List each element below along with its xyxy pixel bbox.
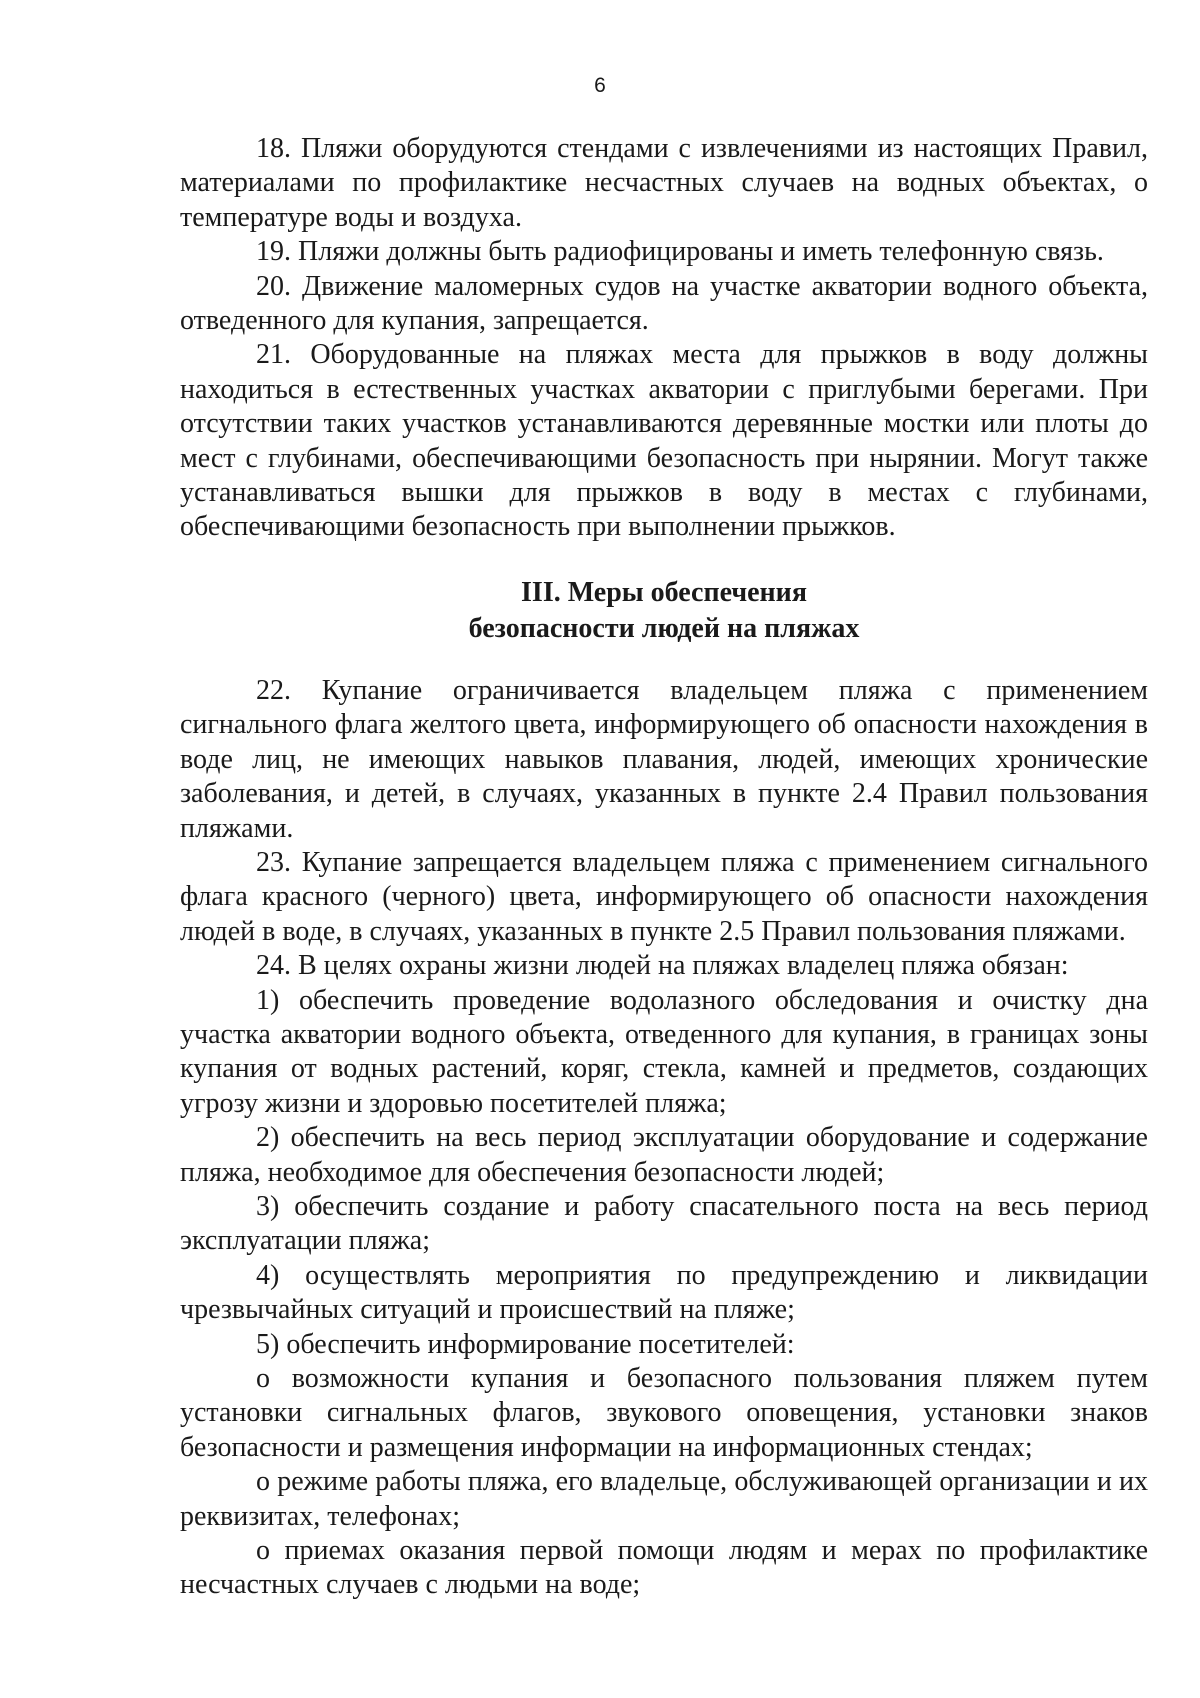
paragraph-19: 19. Пляжи должны быть радиофицированы и иметь телефонную связь.: [256, 236, 1104, 268]
list-item-5: 5) обеспечить информирование посетителей:: [256, 1328, 795, 1360]
page-number: 6: [594, 74, 606, 97]
section-heading-line-1: III. Меры обеспечения: [521, 576, 807, 608]
paragraph-23: 23. Купание запрещается владельцем пляжа с применением сигнального флага красного (черного) цвета, информирующего об опасности нахождения людей в воде, в случаях, указанных в пункте 2.5 Правил пользования пляжами.: [180, 846, 1148, 947]
section-heading: [180, 575, 1148, 647]
paragraph-22: 22. Купание ограничивается владельцем пляжа с применением сигнального флага желтого цвета, информирующего об опасности нахождения в воде лиц, не имеющих навыков плавания, людей, имеющих хронические заболевания, и детей, в случаях, указанных в пункте 2.4 Правил пользования пляжами.: [180, 674, 1148, 844]
sub-item-bathing-info: о возможности купания и безопасного пользования пляжем путем установки сигнальных флагов, звукового оповещения, установки знаков безопасности и размещения информации на информационных стендах;: [180, 1363, 1148, 1463]
list-item-3: 3) обеспечить создание и работу спасательного поста на весь период эксплуатации пляжа;: [180, 1190, 1148, 1257]
list-item-4: 4) осуществлять мероприятия по предупреждению и ликвидации чрезвычайных ситуаций и происшествий на пляже;: [180, 1259, 1148, 1326]
paragraph-24: 24. В целях охраны жизни людей на пляжах владелец пляжа обязан:: [256, 950, 1069, 982]
sub-item-working-hours: о режиме работы пляжа, его владельце, обслуживающей организации и их реквизитах, телефонах;: [180, 1466, 1148, 1532]
list-item-2: 2) обеспечить на весь период эксплуатации оборудование и содержание пляжа, необходимое для обеспечения безопасности людей;: [180, 1122, 1148, 1188]
document-body: [180, 132, 1148, 1603]
paragraph-20: 20. Движение маломерных судов на участке акватории водного объекта, отведенного для купания, запрещается.: [180, 270, 1148, 337]
list-item-1: 1) обеспечить проведение водолазного обследования и очистку дна участка акватории водного объекта, отведенного для купания, в границах зоны купания от водных растений, коряг, стекла, камней и предметов, создающих угрозу жизни и здоровью посетителей пляжа;: [180, 984, 1148, 1119]
paragraph-21: 21. Оборудованные на пляжах места для прыжков в воду должны находиться в естественных участках акватории с приглубыми берегами. При отсутствии таких участков устанавливаются деревянные мостки или плоты до мест с глубинами, обеспечивающими безопасность при нырянии. Могут также устанавливаться вышки для прыжков в воду в местах с глубинами, обеспечивающими безопасность при выполнении прыжков.: [180, 339, 1148, 543]
section-heading-line-2: безопасности людей на пляжах: [468, 612, 860, 644]
paragraph-18: 18. Пляжи оборудуются стендами с извлечениями из настоящих Правил, материалами по профилактике несчастных случаев на водных объектах, о температуре воды и воздуха.: [180, 133, 1148, 233]
sub-item-first-aid: о приемах оказания первой помощи людям и мерах по профилактике несчастных случаев с людьми на воде;: [180, 1535, 1148, 1601]
